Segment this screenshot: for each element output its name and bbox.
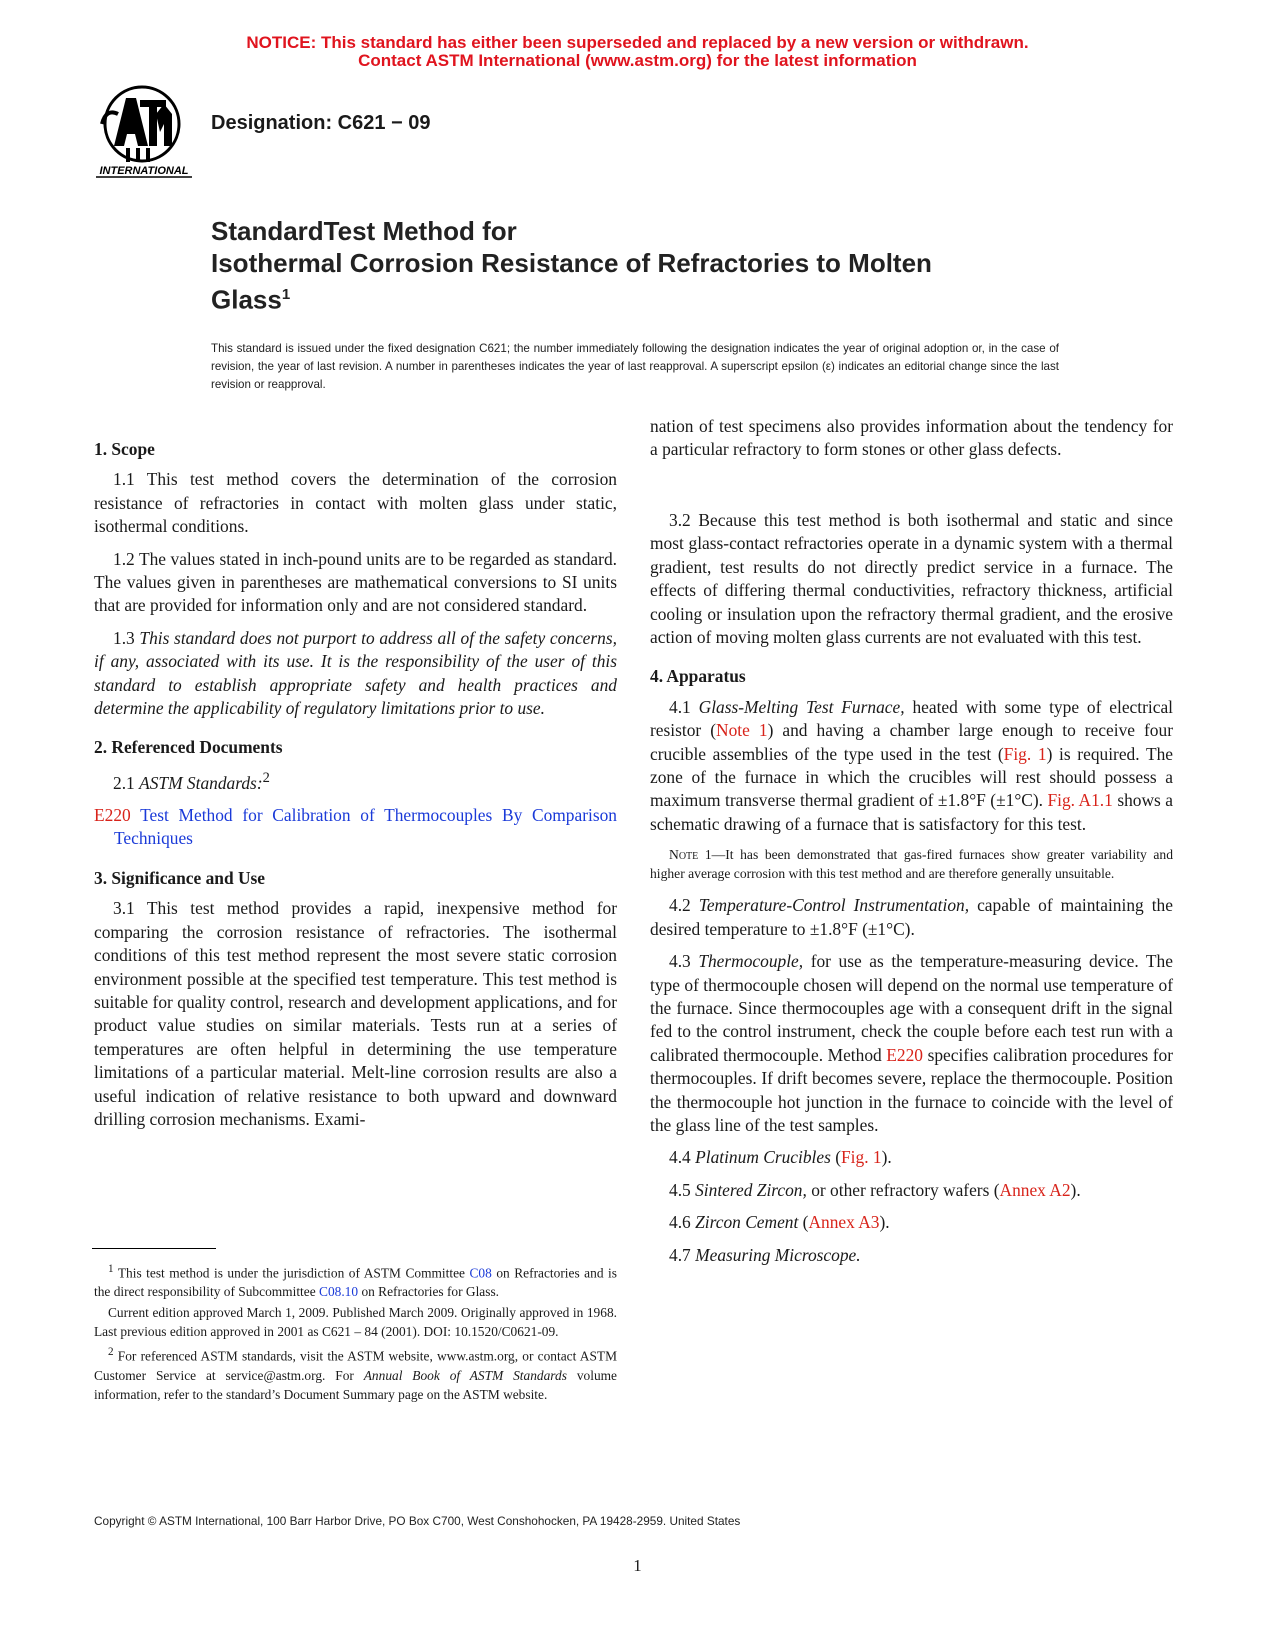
significance-3-1-continued — [650, 415, 1173, 509]
apparatus-4-3: 4.3 Thermocouple, for use as the temperature-measuring device. The type of thermocouple chosen will depend on the normal use temperature of the furnace. Since thermocouples age with a consequent drift in the signal fed to the control instrument, check the couple before each test run with a calibrated thermocouple. Method E220 specifies calibration procedures for thermocouples. If drift becomes severe, replace the thermocouple. Position the thermocouple hot junction in the furnace to coincide with the level of the glass line of the test samples. — [650, 951, 1174, 1135]
apparatus-heading: 4. Apparatus — [650, 666, 746, 687]
fig-1-link-2[interactable]: Fig. 1 — [841, 1147, 882, 1168]
footnote-1: $^1$ This test method is under the jurisdiction of ASTM Committee C08 on Refractories and is the direct responsibility of Subcommittee C08.10 on Refractories for Glass. — [94, 1263, 617, 1300]
reference-title-link[interactable]: Test Method for Calibration of Thermocouples By Comparison Techniques — [114, 805, 617, 849]
apparatus-4-6: 4.6 Zircon Cement (Annex A3). — [669, 1212, 890, 1233]
significance-3-2: 3.2 Because this test method is both isothermal and static and since most glass-contact refractories operate in a dynamic system with a thermal gradient, test results do not directly predict service in a furnace. The effects of differing thermal conductivities, refractory thickness, artificial cooling or insulation upon the refractory thermal gradient, and the erosive action of moving molten glass currents are not evaluated with this test. — [650, 510, 1173, 648]
title-line-2: Isothermal Corrosion Resistance of Refractories to Molten — [211, 248, 932, 278]
note-1-link[interactable]: Note 1 — [716, 720, 768, 741]
apparatus-4-5: 4.5 Sintered Zircon, or other refractory wafers (Annex A2). — [669, 1179, 1081, 1200]
footnote-1-edition: Current edition approved March 1, 2009. Published March 2009. Originally approved in 1968. Last previous edition approved in 2001 as C621 – 84 (2001). DOI: 10.1520/C0621-09. — [94, 1305, 617, 1340]
apparatus-4-1: 4.1 Glass-Melting Test Furnace, heated with some type of electrical resistor (Note 1) and having a chamber large enough to receive four crucible assemblies of the type used in the test (Fig. 1) is required. The zone of the furnace in which the crucibles will rest should possess a maximum transverse thermal gradient of ±1.8°F (±1°C). Fig. A1.1 shows a schematic drawing of a furnace that is satisfactory for this test. — [650, 696, 1173, 834]
notice-line-2: Contact ASTM International (www.astm.org) for the latest information — [358, 51, 917, 70]
significance-3-1: 3.1 This test method provides a rapid, inexpensive method for comparing the corrosion resistance of refractories. The isothermal conditions of this test method represent the most severe static corrosion environment possible at the specified test temperature. This test method is suitable for quality control, research and development applications, and for product value studies on similar materials. Tests run at a series of temperatures are often helpful in determining the use temperature limitations of a particular material. Melt-line corrosion results are also a useful indication of relative resistance to both upward and downward drilling corrosion mechanisms. Exami- — [94, 898, 617, 1129]
footnote-2: $^2$ For referenced ASTM standards, visit the ASTM website, www.astm.org, or contact ASTM Customer Service at service@astm.org. For Annual Book of ASTM Standards volume information, refer to the standard’s Document Summary page on the ASTM website. — [94, 1346, 617, 1402]
reference-code-link[interactable]: E220 — [94, 805, 131, 826]
title-line-3: Glass$^1$ — [211, 284, 291, 315]
annex-a2-link[interactable]: Annex A2 — [999, 1179, 1071, 1200]
apparatus-4-7: 4.7 Measuring Microscope. — [669, 1244, 861, 1265]
scope-1-3: 1.3 This standard does not purport to address all of the safety concerns, if any, associated with its use. It is the responsibility of the user of this standard to establish appropriate safety and health practices and determine the applicability of regulatory limitations prior to use. — [94, 627, 617, 719]
title-footnote-mark: 1 — [281, 286, 291, 303]
fig-1-link[interactable]: Fig. 1 — [1003, 743, 1047, 764]
scope-1-2: 1.2 The values stated in inch-pound units are to be regarded as standard. The values given in parentheses are mathematical conversions to SI units that are provided for information only and are not considered standard. — [94, 548, 617, 616]
right-column — [650, 415, 1173, 1276]
referenced-2-1: 2.1 ASTM Standards:$^2$ — [113, 769, 270, 793]
footnotes — [94, 1260, 617, 1406]
significance-3-1-continued-text: nation of test specimens also provides information about the tendency for a particular refractory to form stones or other glass defects. — [650, 416, 1173, 460]
title-line-1: StandardTest Method for — [211, 216, 517, 246]
document-title — [211, 215, 1111, 316]
apparatus-4-4: 4.4 Platinum Crucibles (Fig. 1). — [669, 1147, 892, 1168]
scope-1-1: 1.1 This test method covers the determination of the corrosion resistance of refractories in contact with molten glass under static, isothermal conditions. — [94, 469, 617, 537]
significance-heading: 3. Significance and Use — [94, 867, 266, 888]
committee-c08-link[interactable]: C08 — [469, 1265, 492, 1281]
annex-a3-link[interactable]: Annex A3 — [808, 1212, 880, 1233]
e220-link[interactable]: E220 — [886, 1044, 924, 1065]
footnote-divider — [92, 1248, 216, 1249]
apparatus-4-2: 4.2 Temperature-Control Instrumentation, capable of maintaining the desired temperature to ±1.8°F (±1°C). — [650, 895, 1173, 939]
referenced-documents-heading: 2. Referenced Documents — [94, 737, 283, 758]
note-1: Note 1—It has been demonstrated that gas-fired furnaces show greater variability and higher average corrosion with this test method and are therefore generally unsuitable. — [650, 847, 1173, 882]
designation: Designation: C621 − 09 — [211, 112, 431, 134]
copyright-line: Copyright © ASTM International, 100 Barr Harbor Drive, PO Box C700, West Conshohocken, PA 19428-2959. United States — [94, 1514, 741, 1528]
astm-logo — [92, 84, 196, 180]
page-number: 1 — [633, 1556, 642, 1575]
reference-e220[interactable] — [94, 804, 617, 851]
svg-text:INTERNATIONAL: INTERNATIONAL — [99, 165, 189, 177]
subcommittee-c08-10-link[interactable]: C08.10 — [319, 1284, 359, 1300]
notice-line-1: NOTICE: This standard has either been superseded and replaced by a new version or withdrawn. — [246, 33, 1029, 52]
fig-a1-1-link[interactable]: Fig. A1.1 — [1047, 790, 1113, 811]
scope-heading: 1. Scope — [94, 439, 155, 459]
withdrawal-notice — [0, 34, 1275, 70]
left-column — [94, 438, 617, 1131]
issued-note: This standard is issued under the fixed designation C621; the number immediately following the designation indicates the year of original adoption or, in the case of revision, the year of last revision. A number in parentheses indicates the year of last reapproval. A superscript epsilon (ε) indicates an editorial change since the last revision or reapproval. — [211, 342, 1059, 391]
